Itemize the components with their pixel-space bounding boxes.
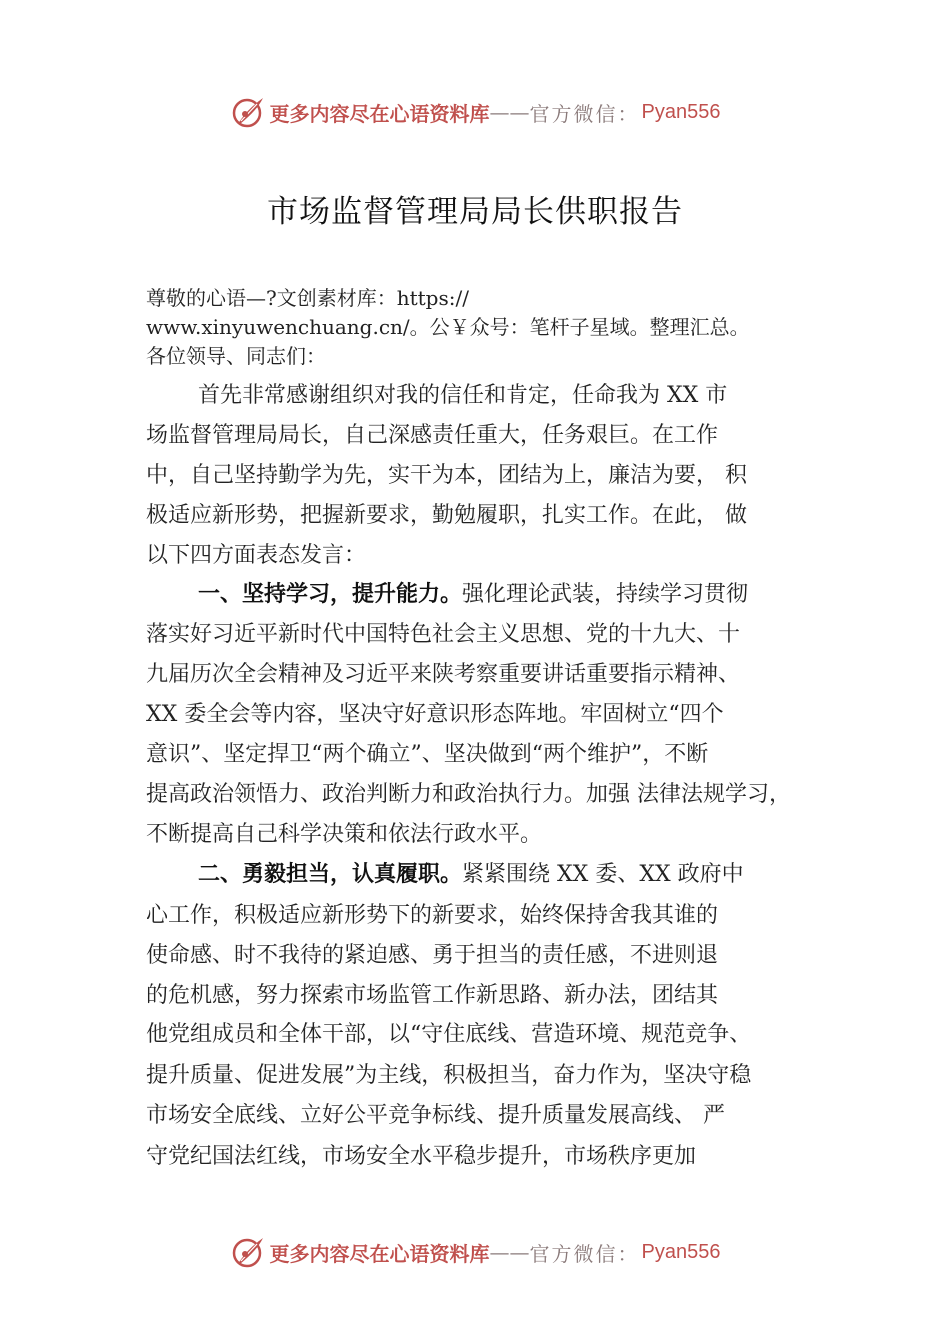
quill-logo-icon (230, 1234, 266, 1270)
paragraph-line: 意识”、坚定捍卫“两个确立”、坚决做到“两个维护”，不断 (146, 742, 709, 767)
section-heading: 一、坚持学习，提升能力。 (198, 582, 463, 607)
banner-wechat-label: 官方微信： (529, 101, 640, 126)
paragraph-text: 强化理论武装，持续学习贯彻 (462, 582, 749, 607)
paragraph-line: 他党组成员和全体干部，以“守住底线、营造环境、规范竞争、 (146, 1022, 752, 1047)
greeting-line: www.xinyuwenchuang.cn/。公￥众号：笔杆子星域。整理汇总。 (146, 315, 750, 339)
section-first-line (198, 862, 744, 888)
paragraph-line: 九届历次全会精神及习近平来陕考察重要讲话重要指示精神、 (146, 662, 741, 687)
banner-wechat-id: Pyan556 (641, 100, 721, 123)
section-first-line (198, 582, 748, 608)
footer-watermark-banner (0, 1232, 950, 1272)
paragraph-line: 不断提高自己科学决策和依法行政水平。 (146, 822, 543, 847)
banner-dash: —— (489, 1240, 530, 1264)
paragraph-line: 极适应新形势，把握新要求，勤勉履职，扎实工作。在此， 做 (146, 503, 747, 528)
banner-slogan: 更多内容尽在心语资料库 (269, 101, 490, 126)
banner-wechat-id: Pyan556 (641, 1240, 721, 1263)
paragraph-line: 场监督管理局局长，自己深感责任重大，任务艰巨。在工作 (146, 423, 719, 448)
paragraph-line: 的危机感，努力探索市场监管工作新思路、新办法，团结其 (146, 983, 719, 1008)
paragraph-line: 首先非常感谢组织对我的信任和肯定，任命我为 XX 市 (198, 383, 728, 408)
paragraph-line: 落实好习近平新时代中国特色社会主义思想、党的十九大、十 (146, 622, 741, 647)
greeting-line: 尊敬的心语—?文创素材库：https:// (146, 286, 469, 310)
paragraph-line: 心工作，积极适应新形势下的新要求，始终保持舍我其谁的 (146, 903, 719, 928)
header-watermark-banner (0, 92, 950, 132)
paragraph-line: 使命感、时不我待的紧迫感、勇于担当的责任感，不进则退 (146, 943, 719, 968)
section-heading: 二、勇毅担当，认真履职。 (198, 862, 463, 887)
banner-wechat-label: 官方微信： (529, 1241, 640, 1266)
paragraph-line: 中，自己坚持勤学为先，实干为本，团结为上，廉洁为要， 积 (146, 463, 747, 488)
paragraph-line: XX 委全会等内容，坚决守好意识形态阵地。牢固树立“四个 (146, 702, 724, 727)
paragraph-line: 提高政治领悟力、政治判断力和政治执行力。加强 法律法规学习， (146, 782, 791, 807)
paragraph-line: 市场安全底线、立好公平竞争标线、提升质量发展高线、 严 (146, 1103, 725, 1128)
paragraph-line: 提升质量、促进发展”为主线，积极担当，奋力作为，坚决守稳 (146, 1063, 752, 1088)
quill-logo-icon (230, 94, 266, 130)
paragraph-text: 紧紧围绕 XX 委、XX 政府中 (462, 862, 744, 887)
paragraph-line: 守党纪国法红线，市场安全水平稳步提升，市场秩序更加 (146, 1144, 697, 1169)
banner-dash: —— (489, 100, 530, 124)
document-title: 市场监督管理局局长供职报告 (267, 194, 683, 230)
paragraph-line: 以下四方面表态发言： (146, 543, 367, 568)
greeting-line: 各位领导、同志们： (146, 344, 326, 368)
banner-slogan: 更多内容尽在心语资料库 (269, 1241, 490, 1266)
